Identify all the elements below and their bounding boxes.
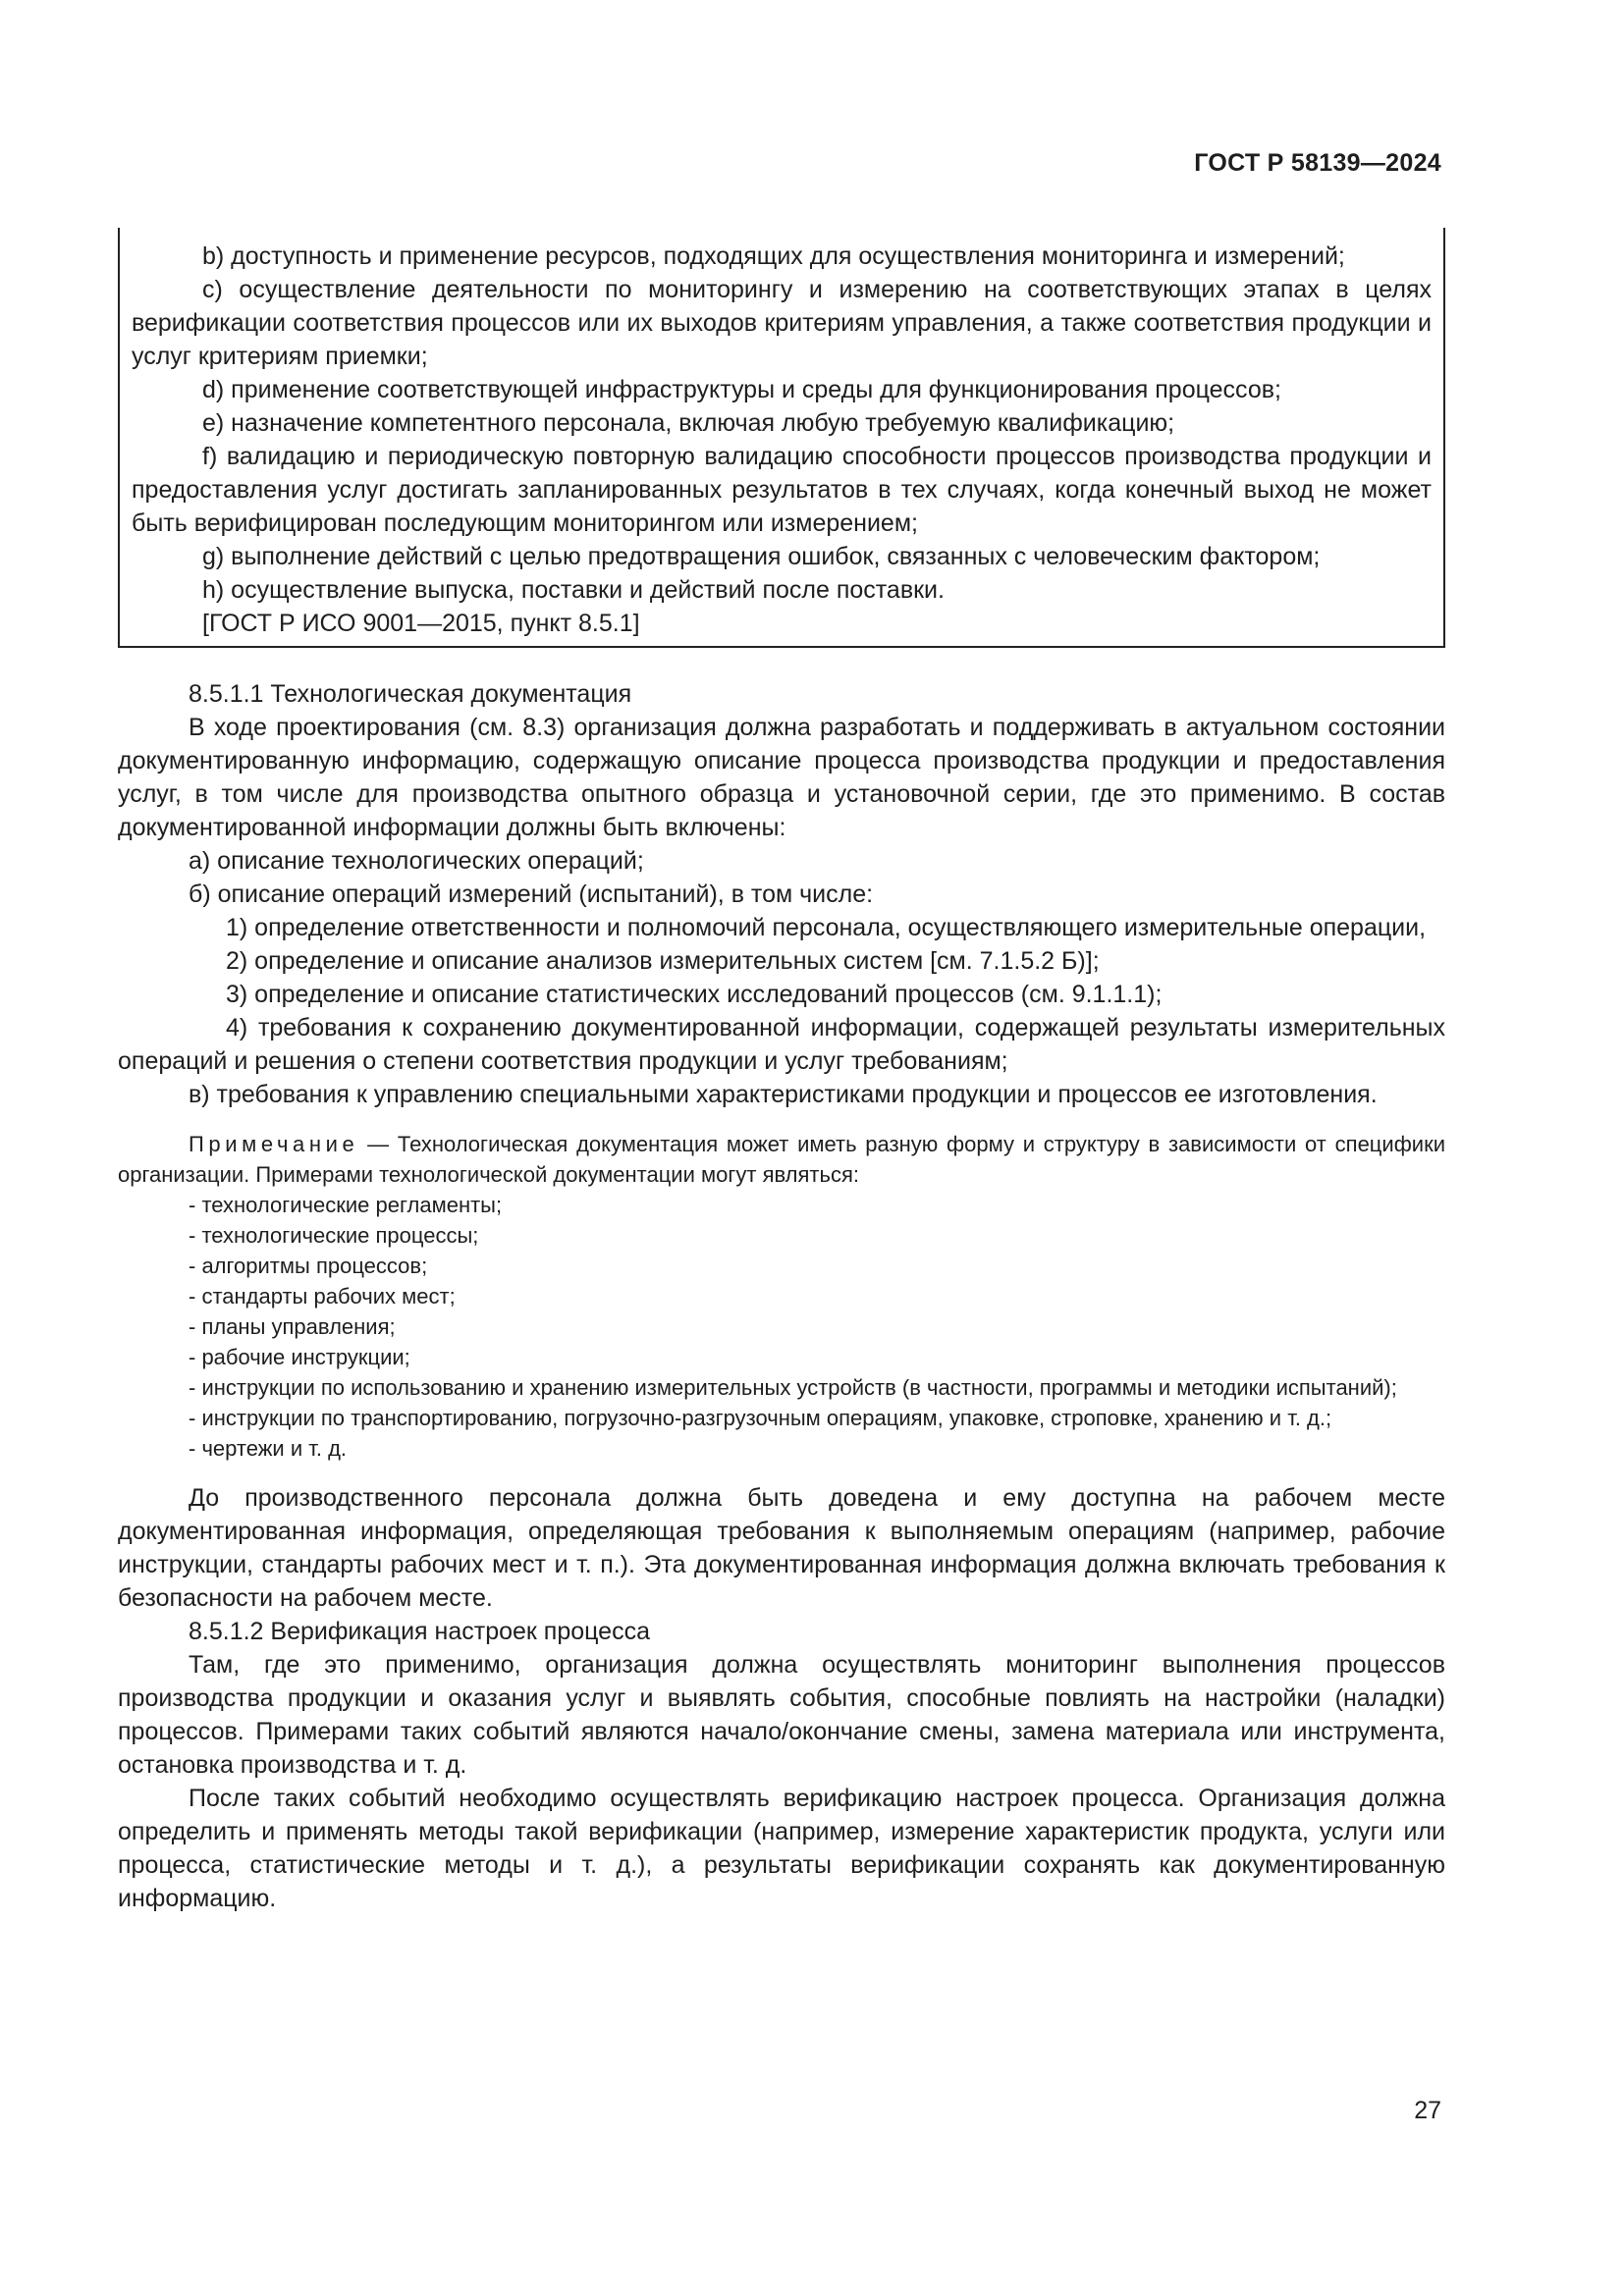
section-heading-8512: 8.5.1.2 Верификация настроек процесса: [189, 1618, 650, 1645]
note-examples-list: [118, 1190, 1445, 1464]
after-note-paragraph: До производственного персонала должна быть доведена и ему доступна на рабочем месте документированная информация, определяющая требования к выполняемым операциям (например, рабочие инструкции, стандарты рабочих мест и т. п.). Эта документированная информация должна включать требования к безопасности на рабочем месте.: [118, 1484, 1445, 1612]
section-8512-paragraph-1: Там, где это применимо, организация должна осуществлять мониторинг выполнения процессов производства продукции и оказания услуг и выявлять события, способные повлиять на настройки (наладки) процессов. Примерами таких событий являются начало/окончание смены, замена материала или инструмента, остановка производства и т. д.: [118, 1651, 1445, 1779]
sub-item-4: 4) требования к сохранению документированной информации, содержащей результаты измерительных операций и решения о степени соответствия продукции и услуг требованиям;: [118, 1014, 1445, 1075]
list-item: - чертежи и т. д.: [189, 1436, 348, 1461]
quote-item-c: с) осуществление деятельности по мониторингу и измерению на соответствующих этапах в целях верификации соответствия процессов или их выходов критериям управления, а также соответствия продукции и услуг критериям приемки;: [132, 276, 1432, 370]
list-item: - стандарты рабочих мест;: [189, 1284, 456, 1308]
note-text: — Технологическая документация может иметь разную форму и структуру в зависимости от специфики организации. Примерами технологической документации могут являться:: [118, 1132, 1445, 1187]
standard-code-header: ГОСТ Р 58139—2024: [1194, 149, 1441, 177]
list-item: - технологические процессы;: [189, 1223, 479, 1248]
list-item: - планы управления;: [189, 1314, 396, 1339]
quote-item-f: f) валидацию и периодическую повторную валидацию способности процессов производства продукции и предоставления услуг достигать запланированных результатов в тех случаях, когда конечный выход не может быть верифицирован последующим мониторингом или измерением;: [132, 443, 1432, 537]
quote-item-g: g) выполнение действий с целью предотвращения ошибок, связанных с человеческим фактором;: [202, 543, 1321, 570]
list-item-v: в) требования к управлению специальными характеристиками продукции и процессов ее изготовления.: [189, 1081, 1378, 1108]
list-item: - технологические регламенты;: [189, 1193, 503, 1217]
note-block: [118, 1129, 1445, 1464]
page-number: 27: [1414, 2097, 1441, 2124]
sub-item-1: 1) определение ответственности и полномочий персонала, осуществляющего измерительные операции,: [226, 914, 1427, 941]
quote-item-d: d) применение соответствующей инфраструктуры и среды для функционирования процессов;: [202, 376, 1281, 403]
sub-item-3: 3) определение и описание статистических исследований процессов (см. 9.1.1.1);: [226, 981, 1163, 1008]
list-item: - инструкции по транспортированию, погрузочно-разгрузочным операциям, упаковке, строповке, хранению и т. д.;: [189, 1406, 1332, 1430]
note-label: Примечание: [189, 1132, 359, 1156]
quote-item-h: h) осуществление выпуска, поставки и действий после поставки.: [202, 576, 945, 604]
quote-source: [ГОСТ Р ИСО 9001—2015, пункт 8.5.1]: [202, 610, 640, 637]
quote-item-e: e) назначение компетентного персонала, включая любую требуемую квалификацию;: [202, 409, 1175, 437]
main-text: [118, 677, 1445, 1915]
quoted-requirements-box: [118, 228, 1445, 648]
section-8511-intro: В ходе проектирования (см. 8.3) организация должна разработать и поддерживать в актуальном состоянии документированную информацию, содержащую описание процесса производства продукции и предоставления услуг, в том числе для производства опытного образца и установочной серии, где это применимо. В состав документированной информации должны быть включены:: [118, 714, 1445, 841]
list-item: - алгоритмы процессов;: [189, 1254, 428, 1278]
list-item-b: б) описание операций измерений (испытаний), в том числе:: [189, 881, 874, 908]
quote-item-b: b) доступность и применение ресурсов, подходящих для осуществления мониторинга и измерений;: [202, 242, 1345, 270]
sub-item-2: 2) определение и описание анализов измерительных систем [см. 7.1.5.2 Б)];: [226, 947, 1100, 975]
page-content: [118, 228, 1445, 1915]
note-paragraph: [118, 1129, 1445, 1190]
list-item: - инструкции по использованию и хранению измерительных устройств (в частности, программы и методики испытаний);: [189, 1375, 1397, 1400]
section-heading-8511: 8.5.1.1 Технологическая документация: [189, 680, 632, 708]
section-8512-paragraph-2: После таких событий необходимо осуществлять верификацию настроек процесса. Организация должна определить и применять методы такой верификации (например, измерение характеристик продукта, услуги или процесса, статистические методы и т. д.), а результаты верификации сохранять как документированную информацию.: [118, 1785, 1445, 1912]
list-item: - рабочие инструкции;: [189, 1345, 410, 1369]
list-item-a: а) описание технологических операций;: [189, 847, 644, 875]
